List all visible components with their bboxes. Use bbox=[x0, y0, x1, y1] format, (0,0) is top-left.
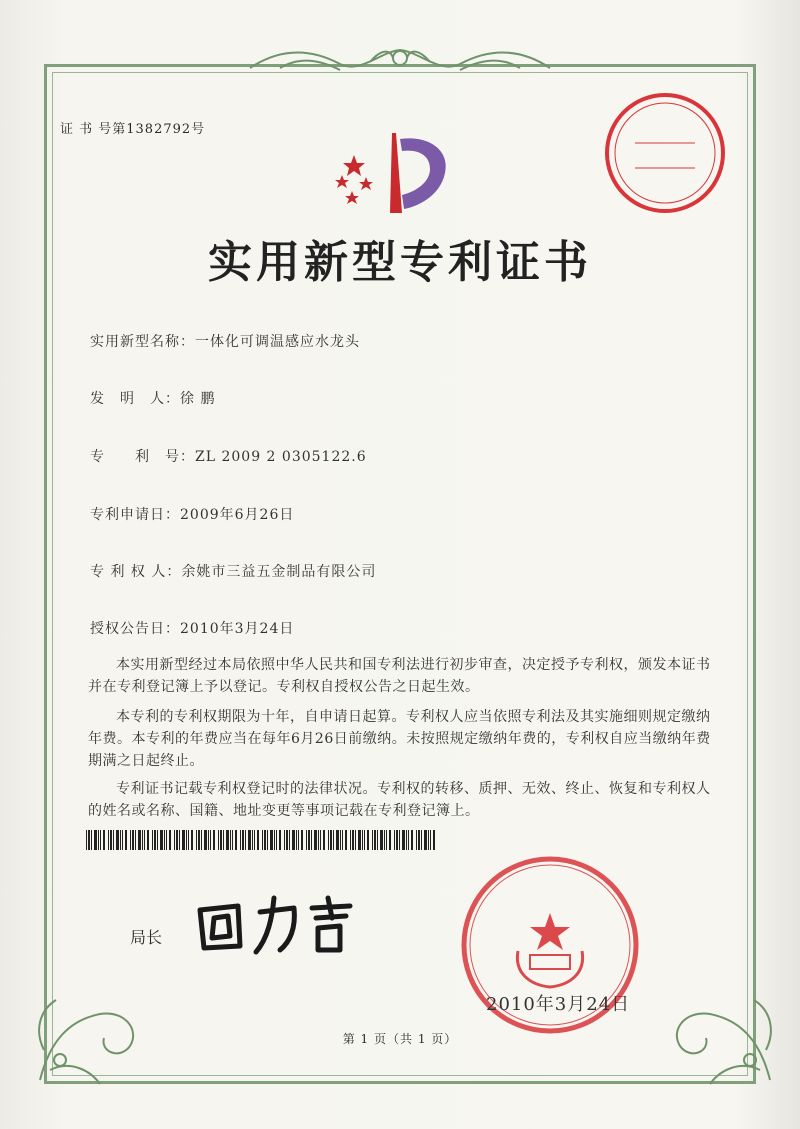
director-signature bbox=[190, 888, 360, 958]
field-label: 专 利 号： bbox=[90, 449, 195, 465]
page-number: 第 1 页（共 1 页） bbox=[342, 1032, 458, 1046]
field-application-date bbox=[90, 504, 294, 524]
field-value: 徐 鹏 bbox=[180, 391, 216, 407]
field-value: 余姚市三益五金制品有限公司 bbox=[181, 564, 377, 580]
field-patent-number bbox=[90, 446, 367, 466]
bottom-left-ornament bbox=[30, 950, 160, 1090]
field-value: 一体化可调温感应水龙头 bbox=[195, 334, 360, 350]
barcode bbox=[86, 830, 436, 850]
body-paragraph-2: 本专利的专利权期限为十年，自申请日起算。专利权人应当依照专利法及其实施细则规定缴纳年费。本专利的年费应当在每年6月26日前缴纳。未按照规定缴纳年费的，专利权自应当缴纳年费期满之日起终止。 bbox=[88, 709, 711, 769]
director-label: 局长 bbox=[130, 928, 163, 947]
field-grant-date bbox=[90, 618, 294, 638]
certificate-title: 实用新型专利证书 bbox=[208, 237, 592, 288]
body-paragraph-1: 本实用新型经过本局依照中华人民共和国专利法进行初步审查，决定授予专利权，颁发本证书并在专利登记簿上予以登记。专利权自授权公告之日起生效。 bbox=[88, 657, 711, 695]
certificate-number: 证 书 号第1382792号 bbox=[60, 122, 206, 137]
field-label: 实用新型名称： bbox=[90, 334, 195, 350]
body-paragraph-3: 专利证书记载专利权登记时的法律状况。专利权的转移、质押、无效、终止、恢复和专利权人的姓名或名称、国籍、地址变更等事项记载在专利登记簿上。 bbox=[88, 781, 711, 819]
field-utility-model-name bbox=[90, 331, 360, 351]
patent-office-logo-icon bbox=[330, 125, 460, 220]
field-inventor bbox=[90, 388, 215, 408]
field-label: 授权公告日： bbox=[90, 621, 180, 637]
field-value: 2009年6月26日 bbox=[180, 507, 295, 523]
bottom-right-ornament bbox=[650, 950, 780, 1090]
field-value: ZL 2009 2 0305122.6 bbox=[195, 449, 367, 465]
field-patentee bbox=[90, 561, 376, 581]
tax-stamp-icon bbox=[600, 88, 730, 218]
field-label: 专 利 权 人： bbox=[90, 564, 182, 580]
top-ornament bbox=[240, 38, 560, 82]
field-value: 2010年3月24日 bbox=[180, 621, 295, 637]
issue-date: 2010年3月24日 bbox=[486, 994, 631, 1015]
field-label: 发 明 人： bbox=[90, 391, 180, 407]
field-label: 专利申请日： bbox=[90, 507, 180, 523]
